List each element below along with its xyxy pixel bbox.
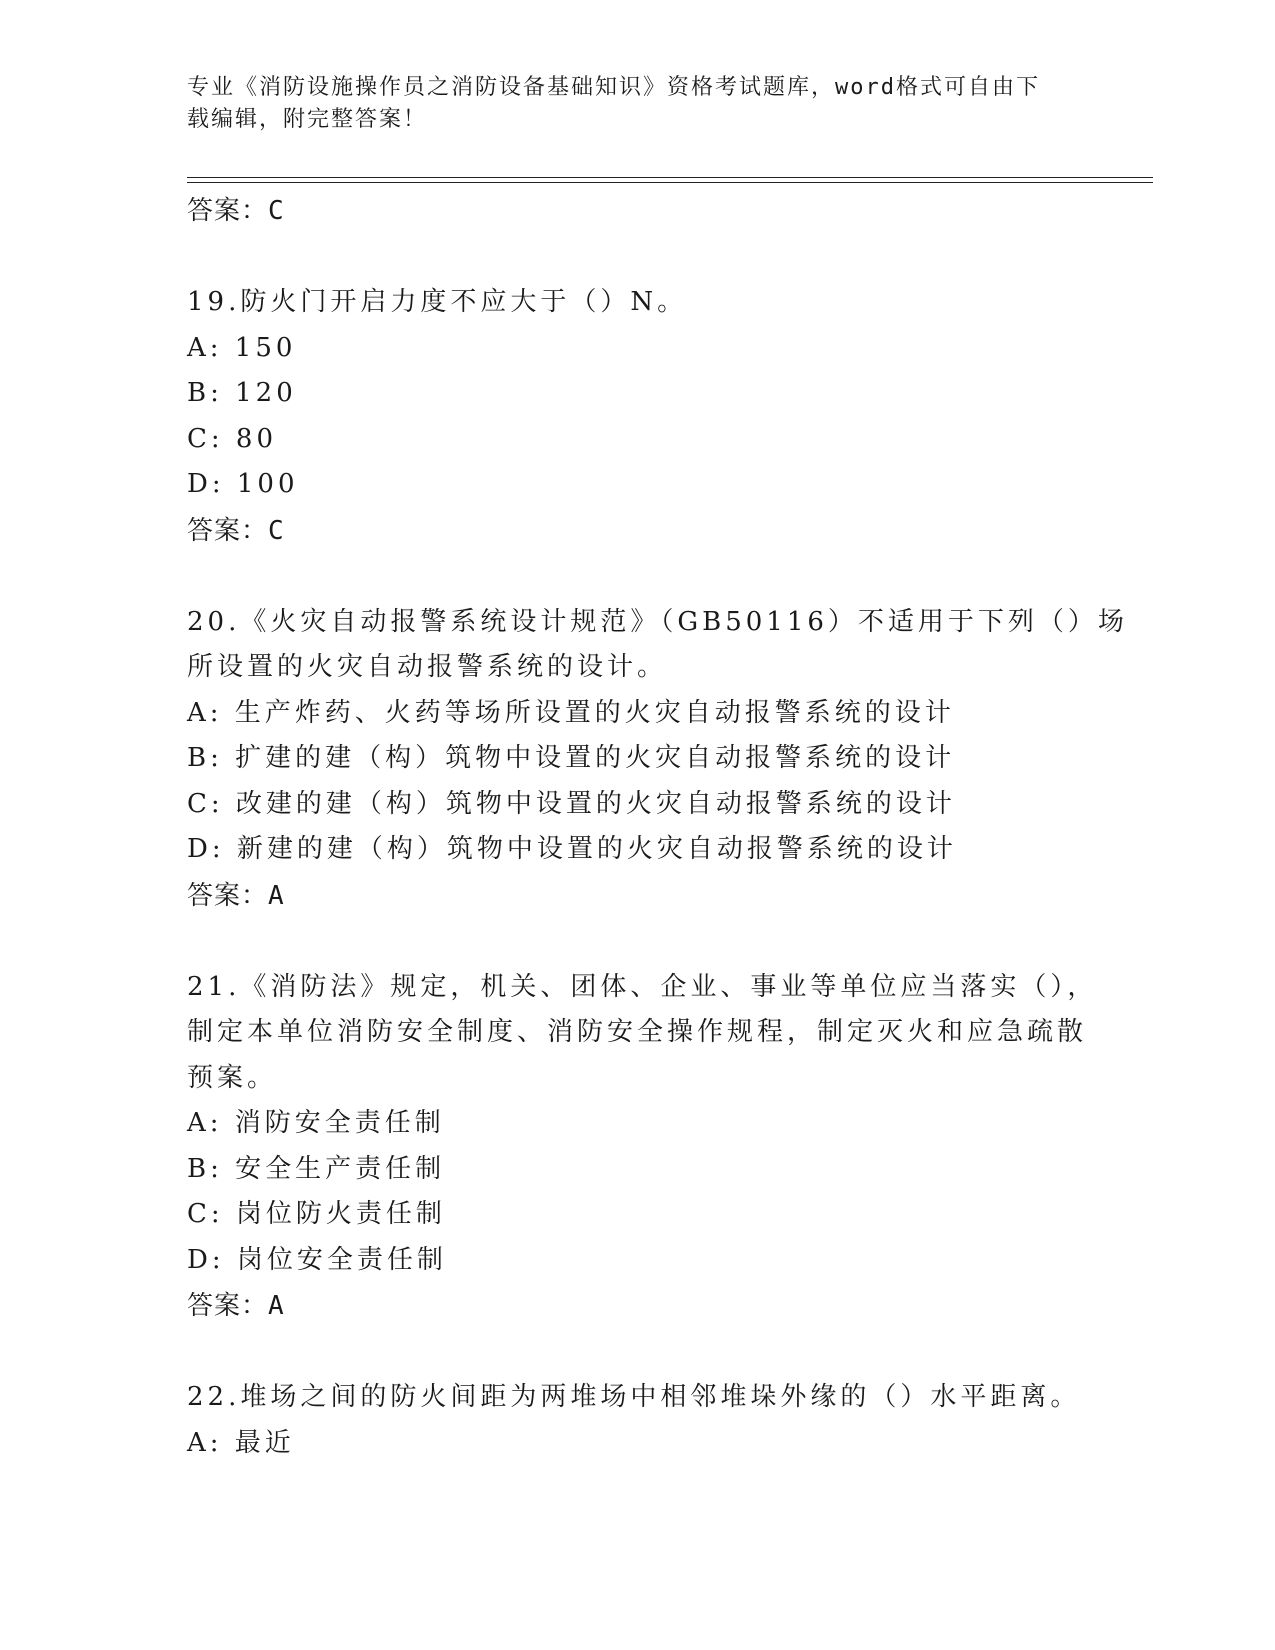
question-20-text-line-2: 所设置的火灾自动报警系统的设计。 [187, 652, 668, 682]
question-19-option-c: C: 80 [187, 423, 278, 454]
question-20-option-d: D: 新建的建（构）筑物中设置的火灾自动报警系统的设计 [187, 834, 957, 864]
document-header [187, 72, 1067, 136]
question-22-option-a: A: 最近 [187, 1427, 295, 1458]
question-21-text-line-1: 21.《消防法》规定，机关、团体、企业、事业等单位应当落实（）， [187, 971, 1098, 1002]
question-20-option-b: B: 扩建的建（构）筑物中设置的火灾自动报警系统的设计 [187, 743, 956, 773]
question-21-option-b: B: 安全生产责任制 [187, 1153, 446, 1184]
spacer [187, 554, 1067, 600]
spacer [187, 919, 1067, 965]
question-20-option-a: A: 生产炸药、火药等场所设置的火灾自动报警系统的设计 [187, 697, 955, 728]
spacer [187, 234, 1067, 280]
question-19-option-b: B: 120 [187, 378, 297, 408]
question-20 [187, 600, 1128, 919]
header-line-1: 专业《消防设施操作员之消防设备基础知识》资格考试题库，word格式可自由下 [187, 75, 1040, 100]
question-22-text: 22.堆场之间的防火间距为两堆场中相邻堆垛外缘的（）水平距离。 [187, 1382, 1081, 1412]
question-21-option-d: D: 岗位安全责任制 [187, 1244, 447, 1275]
question-19-answer: 答案：C [187, 515, 285, 546]
header-line-2: 载编辑，附完整答案！ [187, 107, 428, 132]
question-20-text-line-1: 20.《火灾自动报警系统设计规范》（GB50116）不适用于下列（）场 [187, 606, 1128, 637]
spacer [187, 1329, 1067, 1375]
question-22 [187, 1375, 1081, 1466]
question-21-text-line-2: 制定本单位消防安全制度、消防安全操作规程，制定灭火和应急疏散 [187, 1017, 1088, 1047]
question-19-option-a: A: 150 [187, 332, 297, 363]
question-19-option-d: D: 100 [187, 469, 299, 499]
question-19-text: 19.防火门开启力度不应大于（）N。 [187, 287, 688, 317]
question-21-option-c: C: 岗位防火责任制 [187, 1199, 446, 1229]
answer-18: 答案：C [187, 196, 285, 226]
question-21-option-a: A: 消防安全责任制 [187, 1108, 445, 1138]
header-divider-bottom [187, 182, 1153, 183]
header-divider-top [187, 177, 1153, 178]
question-21 [187, 965, 1098, 1330]
question-20-answer: 答案：A [187, 880, 285, 911]
question-list [187, 188, 1128, 1466]
question-20-option-c: C: 改建的建（构）筑物中设置的火灾自动报警系统的设计 [187, 788, 956, 819]
question-21-text-line-3: 预案。 [187, 1062, 278, 1093]
question-21-answer: 答案：A [187, 1291, 285, 1321]
question-19 [187, 280, 1067, 554]
